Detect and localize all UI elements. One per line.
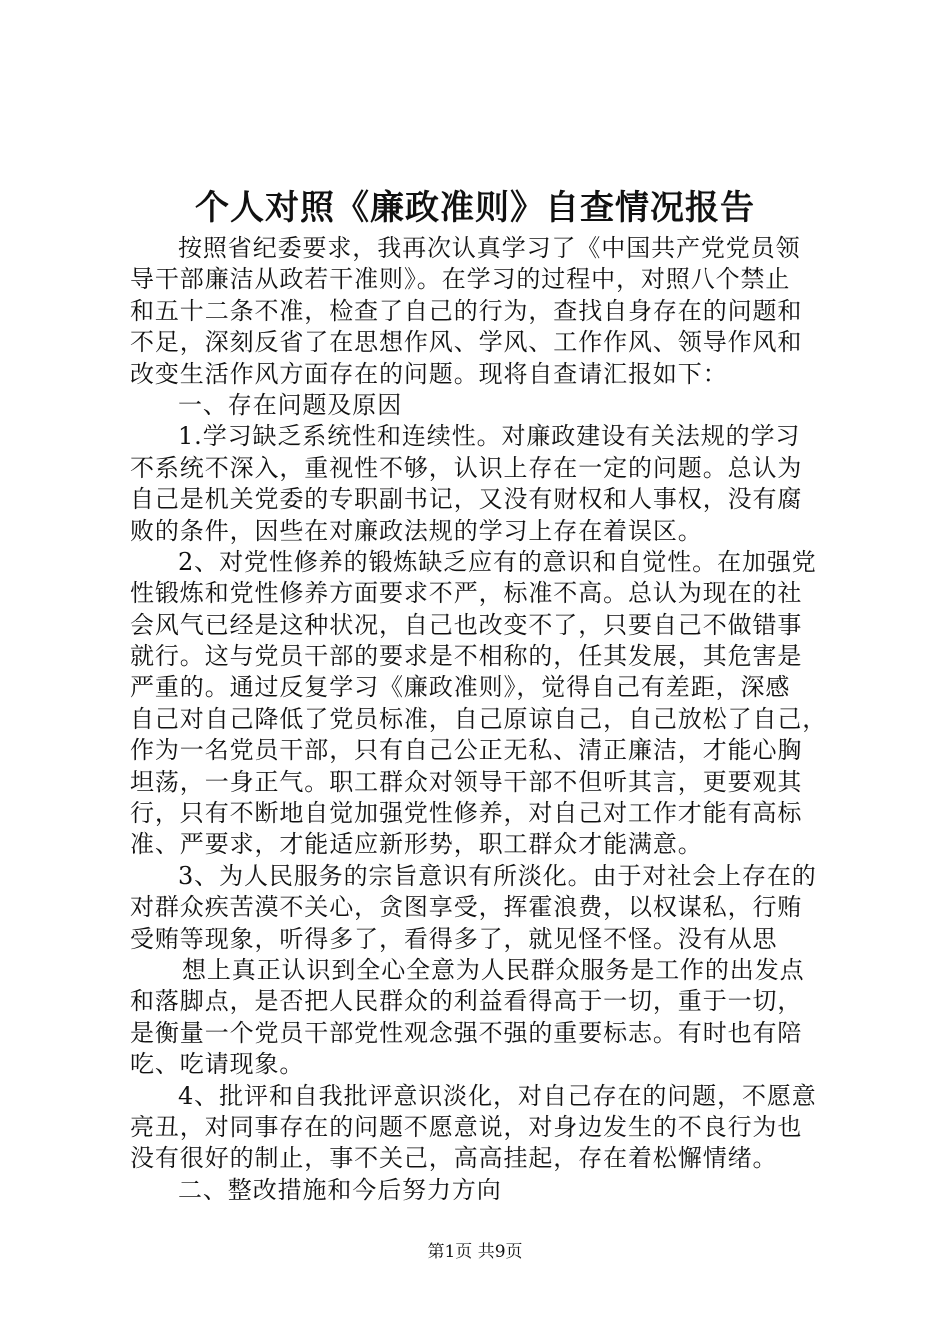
text-line: 想上真正认识到全心全意为人民群众服务是工作的出发点: [182, 955, 805, 984]
text-line: 不系统不深入，重视性不够，认识上存在一定的问题。总认为: [130, 453, 803, 482]
text-line: 导干部廉洁从政若干准则》。在学习的过程中，对照八个禁止: [130, 265, 791, 294]
text-line: 自己是机关党委的专职副书记，又没有财权和人事权，没有腐: [130, 485, 803, 514]
page-footer: 第1页 共9页: [427, 1242, 523, 1262]
text-line: 就行。这与党员干部的要求是不相称的，任其发展，其危害是: [130, 642, 803, 671]
text-line: 自己对自己降低了党员标准，自己原谅自己，自己放松了自己，: [130, 704, 828, 733]
text-line: 2、对党性修养的锻炼缺乏应有的意识和自觉性。在加强党: [178, 547, 817, 576]
text-line: 3、为人民服务的宗旨意识有所淡化。由于对社会上存在的: [178, 861, 817, 890]
document-title: 个人对照《廉政准则》自查情况报告: [195, 188, 755, 228]
text-line: 对群众疾苦漠不关心，贪图享受，挥霍浪费，以权谋私，行贿: [130, 893, 803, 922]
text-line: 4、批评和自我批评意识淡化，对自己存在的问题，不愿意: [178, 1081, 817, 1110]
text-line: 严重的。通过反复学习《廉政准则》，觉得自己有差距，深感: [130, 673, 791, 702]
text-line: 受贿等现象，听得多了，看得多了，就见怪不怪。没有从思: [130, 924, 778, 953]
text-line: 和五十二条不准，检查了自己的行为，查找自身存在的问题和: [130, 296, 803, 325]
text-line: 会风气已经是这种状况，自己也改变不了，只要自己不做错事: [130, 610, 803, 639]
text-line: 没有很好的制止，事不关己，高高挂起，存在着松懈情绪。: [130, 1144, 778, 1173]
text-line: 败的条件，因些在对廉政法规的学习上存在着误区。: [130, 516, 703, 545]
text-line: 吃、吃请现象。: [130, 1050, 305, 1079]
section-heading: 一、存在问题及原因: [178, 390, 403, 419]
document-body: [130, 233, 830, 1206]
text-line: 1.学习缺乏系统性和连续性。对廉政建设有关法规的学习: [178, 422, 801, 451]
section-heading: 二、整改措施和今后努力方向: [178, 1175, 502, 1204]
text-line: 是衡量一个党员干部党性观念强不强的重要标志。有时也有陪: [130, 1018, 803, 1047]
text-line: 改变生活作风方面存在的问题。现将自查请汇报如下：: [130, 359, 728, 388]
text-line: 按照省纪委要求，我再次认真学习了《中国共产党党员领: [178, 234, 801, 262]
text-line: 行，只有不断地自觉加强党性修养，对自己对工作才能有高标: [130, 799, 803, 828]
text-line: 坦荡，一身正气。职工群众对领导干部不但听其言，更要观其: [130, 767, 803, 796]
text-line: 准、严要求，才能适应新形势，职工群众才能满意。: [130, 830, 703, 859]
text-line: 作为一名党员干部，只有自己公正无私、清正廉洁，才能心胸: [130, 736, 803, 765]
text-line: 性锻炼和党性修养方面要求不严，标准不高。总认为现在的社: [130, 579, 803, 608]
text-line: 不足，深刻反省了在思想作风、学风、工作作风、领导作风和: [130, 328, 803, 357]
text-line: 亮丑，对同事存在的问题不愿意说，对身边发生的不良行为也: [130, 1112, 803, 1141]
text-line: 和落脚点，是否把人民群众的利益看得高于一切，重于一切，: [130, 987, 803, 1016]
